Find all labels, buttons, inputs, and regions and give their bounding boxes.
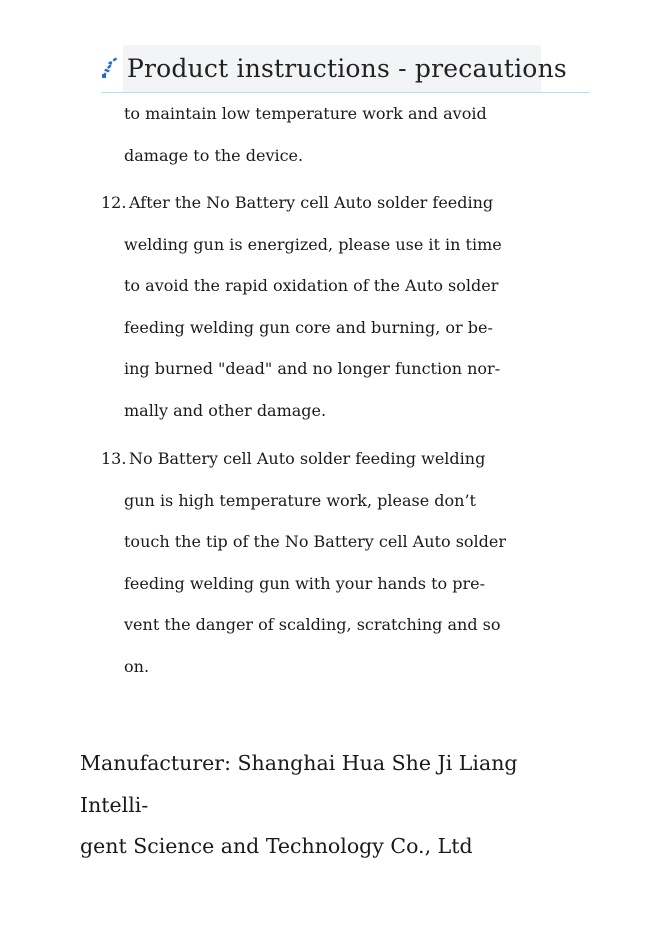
section-header [101, 45, 590, 93]
page-title: Product instructions - precautions [127, 54, 567, 83]
list-item-12 [101, 182, 591, 431]
text-line: gent Science and Technology Co., Ltd [80, 834, 473, 858]
text-line: ing burned "dead" and no longer function nor- [124, 359, 501, 378]
text-line: mally and other damage. [124, 400, 327, 420]
text-line: After the No Battery cell Auto solder feeding [129, 193, 494, 212]
text-line: feeding welding gun core and burning, or be- [124, 317, 493, 337]
list-item-13 [101, 438, 591, 687]
text-line: welding gun is energized, please use it in time [124, 234, 502, 254]
text-line: feeding welding gun with your hands to pre- [124, 573, 486, 593]
text-line: No Battery cell Auto solder feeding welding [129, 449, 486, 468]
text-line: on. [124, 656, 150, 676]
list-item-number: 13. [101, 449, 127, 468]
text-line: damage to the device. [124, 145, 304, 165]
list-item-number: 12. [101, 193, 127, 212]
item-11-continuation [124, 93, 594, 176]
text-line: Manufacturer: Shanghai Hua She Ji Liang Intelli- [80, 751, 518, 817]
text-line: touch the tip of the No Battery cell Auto solder [124, 532, 507, 551]
text-line: to maintain low temperature work and avoid [124, 104, 487, 123]
text-line: gun is high temperature work, please don’t [124, 490, 476, 510]
text-line: vent the danger of scalding, scratching and so [124, 615, 501, 634]
zigzag-lightning-icon [101, 57, 121, 79]
manufacturer-info [80, 743, 580, 868]
text-line: to avoid the rapid oxidation of the Auto solder [124, 276, 499, 295]
